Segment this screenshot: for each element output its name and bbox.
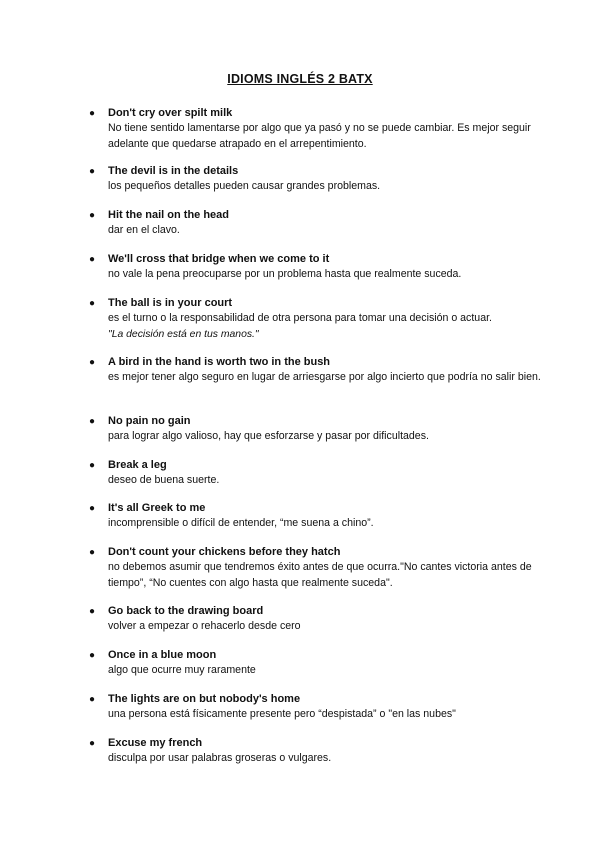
list-item (89, 692, 548, 723)
list-item (89, 545, 548, 591)
idiom-term: Excuse my french (108, 737, 203, 749)
idiom-meaning: no vale la pena preocuparse por un problema hasta que realmente suceda. (108, 268, 462, 280)
idiom-term: The devil is in the details (108, 165, 239, 177)
bullet-icon: ● (89, 298, 96, 309)
bullet-icon: ● (89, 650, 96, 661)
list-item (89, 736, 548, 767)
idiom-meaning: es el turno o la responsabilidad de otra persona para tomar una decisión o actuar. (108, 312, 492, 324)
idiom-term: Hit the nail on the head (108, 209, 230, 221)
idiom-meaning: incomprensible o difícil de entender, “me suena a chino”. (108, 517, 374, 529)
idiom-meaning: no debemos asumir que tendremos éxito antes de que ocurra."No cantes victoria antes de tiempo”, “No cuentes con algo hasta que realmente suceda". (108, 561, 532, 589)
idiom-term: It's all Greek to me (108, 502, 206, 514)
bullet-icon: ● (89, 166, 96, 177)
list-item (89, 296, 548, 342)
list-item (89, 458, 548, 489)
idiom-meaning: No tiene sentido lamentarse por algo que ya pasó y no se puede cambiar. Es mejor seguir adelante que quedarse atrapado en el arrepentimiento. (108, 122, 531, 150)
bullet-icon: ● (89, 503, 96, 514)
idiom-term: The lights are on but nobody's home (108, 693, 301, 705)
idiom-meaning: una persona está físicamente presente pero “despistada” o "en las nubes" (108, 708, 456, 720)
bullet-icon: ● (89, 254, 96, 265)
list-item (89, 355, 548, 386)
bullet-icon: ● (89, 738, 96, 749)
list-item (89, 501, 548, 532)
idiom-meaning: algo que ocurre muy raramente (108, 664, 256, 676)
idiom-meaning: es mejor tener algo seguro en lugar de arriesgarse por algo incierto que podría no salir bien. (108, 371, 541, 383)
list-item (89, 106, 548, 152)
list-item (89, 648, 548, 679)
idiom-meaning: los pequeños detalles pueden causar grandes problemas. (108, 180, 381, 192)
idiom-note: "La decisión está en tus manos." (108, 328, 259, 340)
bullet-icon: ● (89, 460, 96, 471)
list-item (89, 164, 548, 195)
page-title: IDIOMS INGLÉS 2 BATX (227, 72, 373, 86)
idiom-meaning: deseo de buena suerte. (108, 474, 220, 486)
bullet-icon: ● (89, 210, 96, 221)
bullet-icon: ● (89, 694, 96, 705)
idiom-term: A bird in the hand is worth two in the bush (108, 356, 331, 368)
bullet-icon: ● (89, 108, 96, 119)
idiom-term: Once in a blue moon (108, 649, 217, 661)
list-item (89, 208, 548, 239)
idiom-term: Don't cry over spilt milk (108, 107, 233, 119)
idiom-term: No pain no gain (108, 415, 191, 427)
bullet-icon: ● (89, 606, 96, 617)
idiom-meaning: dar en el clavo. (108, 224, 180, 236)
idiom-meaning: volver a empezar o rehacerlo desde cero (108, 620, 301, 632)
idiom-term: Don't count your chickens before they hatch (108, 546, 341, 558)
list-item (89, 604, 548, 635)
idiom-term: Go back to the drawing board (108, 605, 264, 617)
list-item (89, 252, 548, 283)
bullet-icon: ● (89, 357, 96, 368)
list-item (89, 414, 548, 445)
idiom-meaning: disculpa por usar palabras groseras o vulgares. (108, 752, 332, 764)
idiom-term: Break a leg (108, 459, 167, 471)
bullet-icon: ● (89, 547, 96, 558)
idiom-term: The ball is in your court (108, 297, 233, 309)
idiom-meaning: para lograr algo valioso, hay que esforzarse y pasar por dificultades. (108, 430, 429, 442)
bullet-icon: ● (89, 416, 96, 427)
idiom-term: We'll cross that bridge when we come to it (108, 253, 330, 265)
